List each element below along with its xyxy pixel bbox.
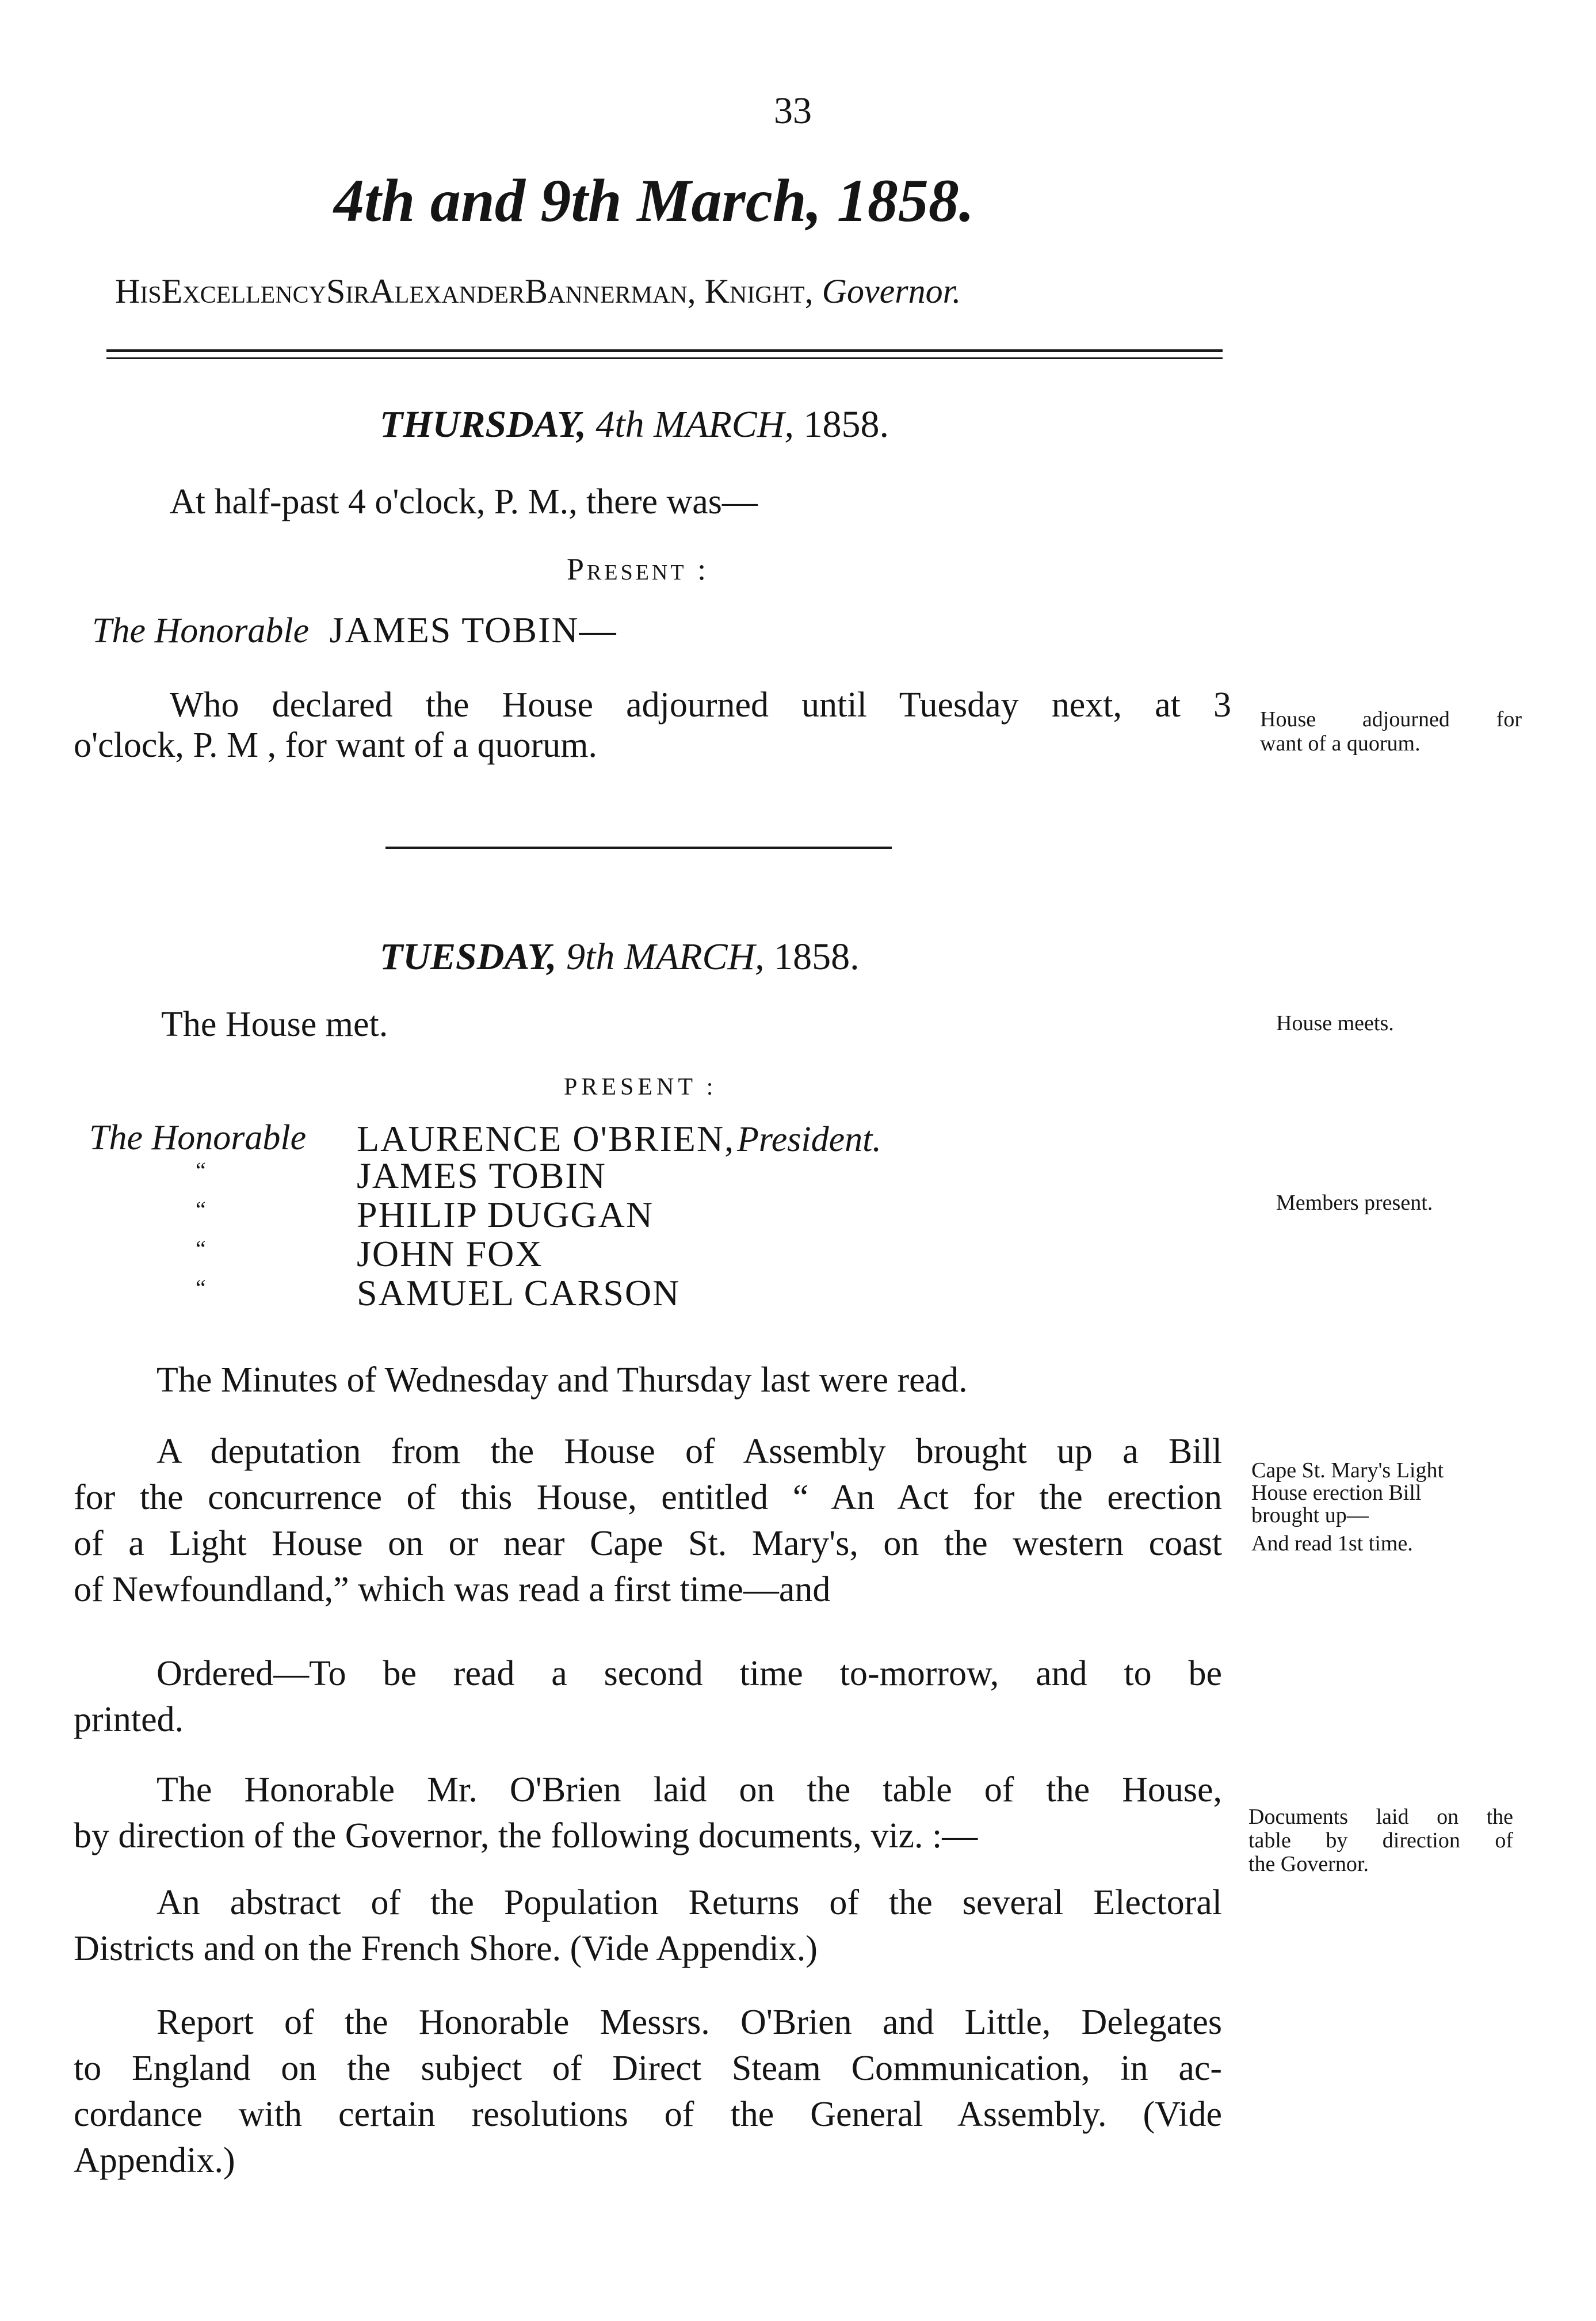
header-rule-top: [106, 349, 1223, 352]
ordered-line: Ordered—To be read a second time to-morrow, and to be: [156, 1654, 1222, 1693]
margin-bill-line: House erection Bill: [1251, 1481, 1422, 1505]
report-line: to England on the subject of Direct Steam Communication, in ac-: [74, 2049, 1222, 2088]
minutes-line: The Minutes of Wednesday and Thursday last were read.: [156, 1360, 968, 1400]
thursday-year: 1858.: [803, 403, 889, 445]
margin-note-adjourned: House adjourned for: [1260, 707, 1522, 731]
deputation-line: of a Light House on or near Cape St. Mary's, on the western coast: [74, 1524, 1222, 1563]
thursday-opening: At half-past 4 o'clock, P. M., there was—: [170, 482, 758, 521]
margin-documents-line: Documents laid on the: [1248, 1805, 1513, 1829]
president-title: President.: [737, 1120, 881, 1159]
governor-line: [115, 272, 961, 311]
member-name: PHILIP DUGGAN: [357, 1194, 654, 1235]
honorable-prefix: The Honorable: [92, 611, 310, 650]
page-number: 33: [774, 90, 812, 132]
thursday-adjourn-line2: o'clock, P. M , for want of a quorum.: [74, 726, 598, 765]
margin-bill-line: Cape St. Mary's Light: [1251, 1458, 1444, 1482]
documents-line: by direction of the Governor, the following documents, viz. :—: [74, 1816, 978, 1855]
documents-line: The Honorable Mr. O'Brien laid on the table of the House,: [156, 1770, 1222, 1809]
deputation-line: A deputation from the House of Assembly brought up a Bill: [156, 1432, 1222, 1471]
report-line: Appendix.): [74, 2141, 235, 2180]
thursday-heading: [380, 403, 889, 447]
ditto-mark: “: [196, 1196, 206, 1222]
member-name: JOHN FOX: [357, 1233, 543, 1274]
governor-title: Governor.: [822, 272, 961, 310]
margin-documents-line: table by direction of: [1248, 1828, 1513, 1853]
margin-documents-line: the Governor.: [1248, 1852, 1369, 1876]
member-name: JAMES TOBIN—: [329, 609, 617, 650]
president-name: LAURENCE O'BRIEN,: [357, 1118, 735, 1159]
margin-bill-line: And read 1st time.: [1251, 1531, 1413, 1556]
president-line: [357, 1118, 881, 1160]
thursday-day: THURSDAY,: [380, 403, 586, 445]
ditto-mark: “: [196, 1157, 206, 1183]
ordered-line: printed.: [74, 1700, 184, 1739]
house-met: The House met.: [161, 1005, 388, 1044]
margin-members-present: Members present.: [1276, 1191, 1433, 1215]
margin-house-meets: House meets.: [1276, 1011, 1394, 1035]
header-rule-bottom: [106, 357, 1223, 359]
page-title: 4th and 9th March, 1858.: [334, 167, 975, 234]
tuesday-year: 1858.: [774, 936, 860, 978]
section-divider: [385, 847, 892, 849]
margin-note-quorum: want of a quorum.: [1260, 731, 1421, 756]
ditto-mark: “: [196, 1275, 206, 1301]
abstract-line: Districts and on the French Shore. (Vide Appendix.): [74, 1929, 818, 1968]
thursday-adjourn-line1: Who declared the House adjourned until Tuesday next, at 3: [170, 685, 1231, 725]
tuesday-heading: [380, 935, 860, 979]
member-name: JAMES TOBIN: [357, 1155, 606, 1196]
deputation-line: for the concurrence of this House, entitled “ An Act for the erection: [74, 1478, 1222, 1517]
tuesday-day: TUESDAY,: [380, 936, 557, 978]
report-line: Report of the Honorable Messrs. O'Brien and Little, Delegates: [156, 2003, 1222, 2042]
tuesday-honorable-prefix: The Honorable: [89, 1118, 307, 1157]
thursday-date: 4th MARCH,: [595, 403, 794, 445]
report-line: cordance with certain resolutions of the General Assembly. (Vide: [74, 2095, 1222, 2134]
ditto-mark: “: [196, 1236, 206, 1262]
governor-name: HisExcellencySirAlexanderBannerman, Knight,: [115, 272, 814, 310]
margin-bill-line: brought up—: [1251, 1503, 1369, 1527]
thursday-present-label: Present :: [567, 552, 709, 586]
tuesday-date: 9th MARCH,: [566, 936, 765, 978]
abstract-line: An abstract of the Population Returns of the several Electoral: [156, 1883, 1222, 1922]
thursday-members-line: [92, 609, 617, 651]
member-name: SAMUEL CARSON: [357, 1272, 681, 1313]
deputation-line: of Newfoundland,” which was read a first time—and: [74, 1570, 831, 1609]
tuesday-present-label: PRESENT :: [564, 1074, 717, 1100]
